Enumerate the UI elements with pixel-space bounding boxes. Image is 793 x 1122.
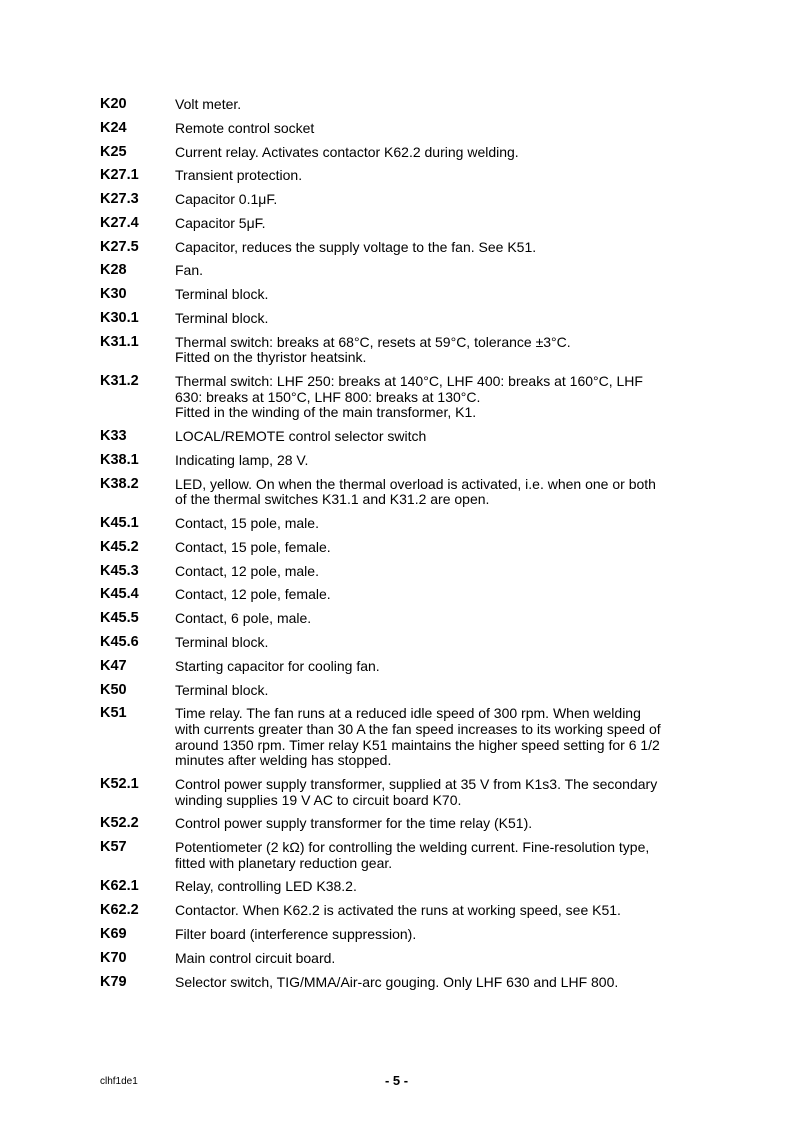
component-code: K30 bbox=[100, 286, 127, 303]
component-description: Terminal block. bbox=[175, 286, 269, 303]
list-item bbox=[100, 262, 720, 279]
list-item bbox=[100, 167, 720, 184]
component-code: K45.2 bbox=[100, 538, 139, 555]
component-description: LOCAL/REMOTE control selector switch bbox=[175, 428, 427, 445]
component-description: Capacitor 0.1μF. bbox=[175, 191, 278, 208]
list-item bbox=[100, 476, 720, 508]
list-item bbox=[100, 96, 720, 113]
component-code: K52.2 bbox=[100, 815, 139, 832]
list-item bbox=[100, 878, 720, 895]
list-item bbox=[100, 610, 720, 627]
component-description: Selector switch, TIG/MMA/Air-arc gouging. Only LHF 630 and LHF 800. bbox=[175, 973, 619, 990]
list-item bbox=[100, 634, 720, 651]
component-code: K70 bbox=[100, 949, 127, 966]
component-code: K45.3 bbox=[100, 562, 139, 579]
component-code: K31.2 bbox=[100, 373, 139, 390]
component-code: K45.5 bbox=[100, 610, 139, 627]
page-number: - 5 - bbox=[384, 1073, 409, 1088]
list-item bbox=[100, 776, 720, 808]
component-code: K62.2 bbox=[100, 902, 139, 919]
list-item bbox=[100, 286, 720, 303]
list-item bbox=[100, 373, 720, 421]
component-description: Control power supply transformer for the time relay (K51). bbox=[175, 815, 533, 832]
component-code: K47 bbox=[100, 657, 127, 674]
component-description: Potentiometer (2 kΩ) for controlling the welding current. Fine-resolution type, fitted with planetary reduction gear. bbox=[175, 839, 650, 871]
list-item bbox=[100, 515, 720, 532]
component-description: Contact, 12 pole, male. bbox=[175, 562, 319, 579]
list-item bbox=[100, 539, 720, 556]
list-item bbox=[100, 682, 720, 699]
component-code: K79 bbox=[100, 973, 127, 990]
component-description: Contact, 15 pole, male. bbox=[175, 515, 319, 532]
component-code: K38.2 bbox=[100, 475, 139, 492]
list-item bbox=[100, 815, 720, 832]
list-item bbox=[100, 902, 720, 919]
component-description: Contact, 15 pole, female. bbox=[175, 538, 331, 555]
component-description: Terminal block. bbox=[175, 634, 269, 650]
component-description: Contactor. When K62.2 is activated the runs at working speed, see K51. bbox=[175, 902, 621, 919]
component-code: K45.6 bbox=[100, 634, 139, 650]
component-description: Capacitor, reduces the supply voltage to the fan. See K51. bbox=[175, 238, 537, 255]
component-code: K27.3 bbox=[100, 191, 139, 208]
component-code: K27.1 bbox=[100, 167, 139, 184]
component-code: K27.5 bbox=[100, 238, 139, 255]
component-description: Terminal block. bbox=[175, 310, 269, 327]
list-item bbox=[100, 120, 720, 137]
list-item bbox=[100, 839, 720, 871]
component-code: K52.1 bbox=[100, 775, 139, 792]
list-item bbox=[100, 658, 720, 675]
component-code: K27.4 bbox=[100, 214, 139, 231]
list-item bbox=[100, 428, 720, 445]
component-description: Contact, 12 pole, female. bbox=[175, 586, 331, 603]
component-description: Filter board (interference suppression). bbox=[175, 926, 417, 942]
component-description: Main control circuit board. bbox=[175, 949, 336, 966]
component-description: Indicating lamp, 28 V. bbox=[175, 451, 309, 468]
list-item bbox=[100, 586, 720, 603]
component-list bbox=[100, 96, 720, 997]
component-description: LED, yellow. On when the thermal overload is activated, i.e. when one or both of the thermal switches K31.1 and K31.2 are open. bbox=[175, 475, 656, 508]
component-code: K31.1 bbox=[100, 333, 139, 350]
component-code: K51 bbox=[100, 705, 127, 722]
component-description: Capacitor 5μF. bbox=[175, 214, 266, 231]
list-item bbox=[100, 191, 720, 208]
component-description: Fan. bbox=[175, 262, 204, 279]
component-description: Current relay. Activates contactor K62.2 during welding. bbox=[175, 143, 519, 160]
component-code: K24 bbox=[100, 119, 127, 136]
component-code: K69 bbox=[100, 926, 127, 942]
document-code: clhf1de1 bbox=[100, 1076, 138, 1087]
component-code: K57 bbox=[100, 839, 127, 856]
list-item bbox=[100, 926, 720, 943]
component-description: Remote control socket bbox=[175, 119, 315, 136]
component-code: K25 bbox=[100, 143, 127, 160]
list-item bbox=[100, 334, 720, 366]
list-item bbox=[100, 215, 720, 232]
component-code: K38.1 bbox=[100, 451, 139, 468]
component-description: Thermal switch: breaks at 68°C, resets at 59°C, tolerance ±3°C. Fitted on the thyristor heatsink. bbox=[175, 333, 571, 366]
component-code: K20 bbox=[100, 96, 127, 112]
list-item bbox=[100, 310, 720, 327]
list-item bbox=[100, 452, 720, 469]
component-code: K45.1 bbox=[100, 515, 139, 532]
component-description: Starting capacitor for cooling fan. bbox=[175, 657, 380, 674]
component-description: Contact, 6 pole, male. bbox=[175, 610, 312, 627]
component-code: K28 bbox=[100, 262, 127, 279]
list-item bbox=[100, 144, 720, 161]
list-item bbox=[100, 239, 720, 256]
component-description: Time relay. The fan runs at a reduced idle speed of 300 rpm. When welding with currents greater than 30 A the fan speed increases to its working speed of around 1350 rpm. Timer relay K51 maintains the higher speed setting for 6 1/2 minutes after welding has stopped. bbox=[175, 705, 661, 769]
component-description: Terminal block. bbox=[175, 681, 269, 698]
component-code: K30.1 bbox=[100, 310, 139, 327]
list-item bbox=[100, 705, 720, 768]
component-description: Relay, controlling LED K38.2. bbox=[175, 878, 357, 895]
list-item bbox=[100, 563, 720, 580]
component-code: K33 bbox=[100, 428, 127, 445]
component-code: K62.1 bbox=[100, 878, 139, 895]
component-description: Transient protection. bbox=[175, 167, 303, 184]
list-item bbox=[100, 950, 720, 967]
component-description: Volt meter. bbox=[175, 96, 242, 112]
component-code: K45.4 bbox=[100, 586, 139, 603]
component-code: K50 bbox=[100, 681, 127, 698]
component-description: Control power supply transformer, supplied at 35 V from K1s3. The secondary winding supplies 19 V AC to circuit board K70. bbox=[175, 775, 658, 808]
list-item bbox=[100, 974, 720, 991]
component-description: Thermal switch: LHF 250: breaks at 140°C, LHF 400: breaks at 160°C, LHF 630: breaks at 150°C, LHF 800: breaks at 130°C. Fitted in the winding of the main transformer, K1. bbox=[175, 373, 643, 421]
